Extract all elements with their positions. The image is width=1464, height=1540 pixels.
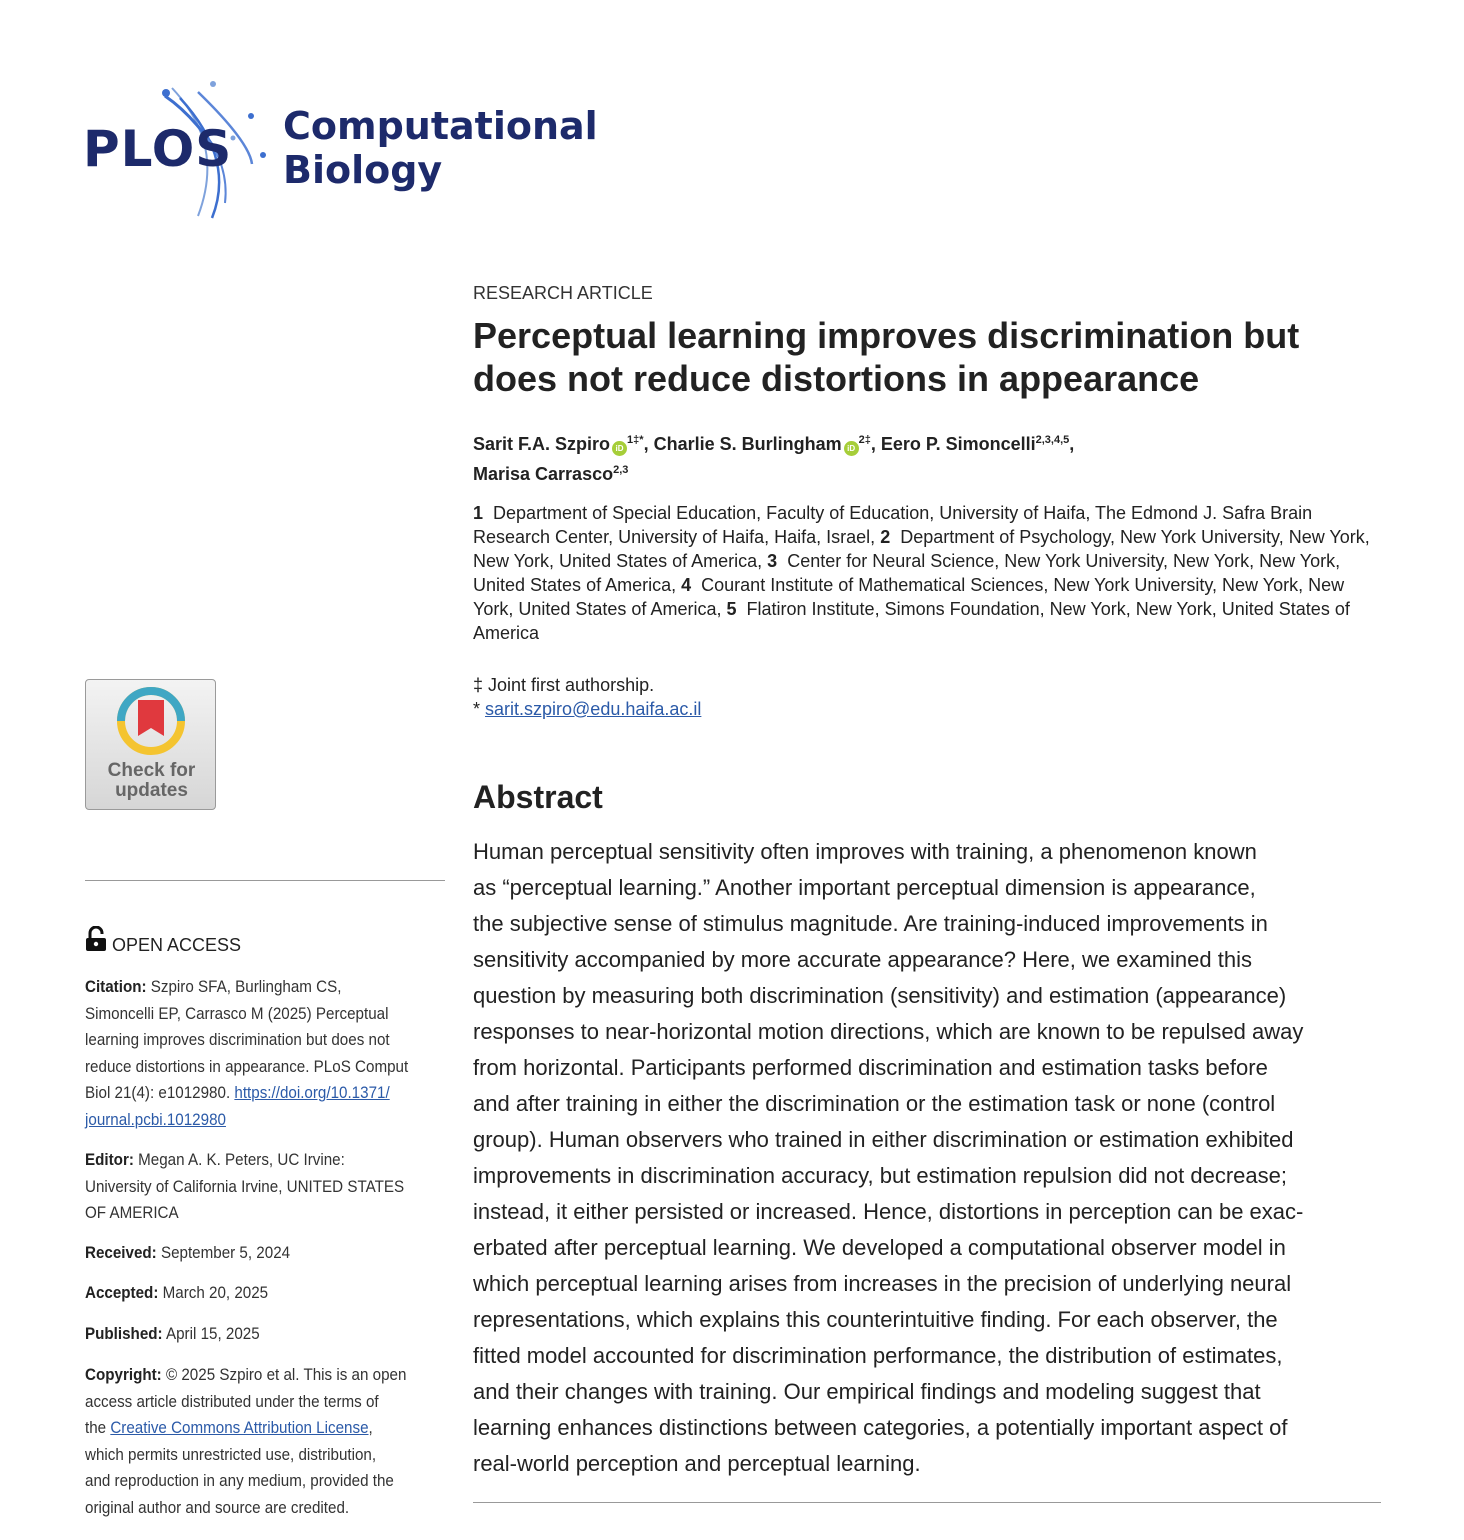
author-affiliation-marks: 2‡ — [858, 434, 871, 446]
abstract-line: and their changes with training. Our empirical findings and modeling suggest that — [473, 1379, 1261, 1404]
author-affiliation-marks: 2,3 — [613, 464, 629, 476]
journal-name-line2: Biology — [283, 148, 443, 192]
editor-line: Megan A. K. Peters, UC Irvine: — [138, 1151, 345, 1169]
copyright-line: and reproduction in any medium, provided the — [85, 1472, 394, 1490]
doi-link[interactable]: https://doi.org/10.1371/ — [234, 1084, 390, 1102]
copyright-line-prefix: the — [85, 1419, 111, 1437]
affiliation-text: Department of Psychology, New York University, New York, New York, United States of America, — [473, 527, 1370, 571]
corresponding-email — [473, 697, 701, 721]
copyright-label: Copyright: — [85, 1366, 162, 1384]
license-link[interactable]: Creative Commons Attribution License — [110, 1419, 369, 1437]
affiliations — [473, 501, 1388, 645]
title-line: Perceptual learning improves discrimination but — [473, 315, 1300, 356]
abstract-line: instead, it either persisted or increased. Hence, distortions in perception can be exac- — [473, 1199, 1304, 1224]
abstract-line: real-world perception and perceptual learning. — [473, 1451, 921, 1476]
email-marker: * — [473, 699, 486, 719]
orcid-icon[interactable]: iD — [844, 441, 859, 456]
article-type: RESEARCH ARTICLE — [473, 283, 653, 303]
affiliation-text: Center for Neural Science, New York University, New York, New York, United States of America, — [473, 551, 1341, 595]
open-access-text: OPEN ACCESS — [112, 935, 242, 955]
published-value: April 15, 2025 — [165, 1325, 260, 1343]
abstract-line: learning enhances distinctions between categories, a potentially important aspect of — [473, 1415, 1288, 1440]
article-title — [473, 314, 1393, 400]
orcid-icon[interactable]: iD — [612, 441, 627, 456]
received-date — [85, 1240, 421, 1267]
badge-label — [86, 761, 217, 801]
citation-label: Citation: — [85, 978, 147, 996]
author-name[interactable]: Eero P. Simoncelli — [880, 434, 1036, 454]
author-name[interactable]: Marisa Carrasco — [473, 464, 614, 484]
received-value: September 5, 2024 — [160, 1244, 291, 1262]
abstract-line: improvements in discrimination accuracy, but estimation repulsion did not decrease; — [473, 1163, 1287, 1188]
editor-line: OF AMERICA — [85, 1204, 179, 1222]
abstract-line: question by measuring both discrimination (sensitivity) and estimation (appearance) — [473, 983, 1287, 1008]
abstract-line: group). Human observers who trained in either discrimination or estimation exhibited — [473, 1127, 1294, 1152]
copyright-line: original author and source are credited. — [85, 1498, 350, 1517]
title-line: does not reduce distortions in appearance — [473, 358, 1200, 399]
publisher-wordmark: PLOS — [83, 120, 233, 178]
journal-name — [283, 104, 598, 192]
accepted-date — [85, 1280, 421, 1307]
copyright-line: which permits unrestricted use, distribution, — [85, 1445, 377, 1464]
badge-line2: updates — [115, 780, 188, 801]
abstract-line: Human perceptual sensitivity often improves with training, a phenomenon known — [473, 839, 1257, 864]
affiliation-number: 4 — [681, 575, 692, 595]
editor-block — [85, 1147, 421, 1227]
abstract-heading: Abstract — [473, 779, 603, 815]
author-name[interactable]: Sarit F.A. Szpiro — [473, 434, 611, 454]
affiliation-number: 5 — [726, 599, 737, 619]
abstract-line: as “perceptual learning.” Another important perceptual dimension is appearance, — [473, 875, 1256, 900]
abstract-line: erbated after perceptual learning. We developed a computational observer model in — [473, 1235, 1286, 1260]
editor-label: Editor: — [85, 1151, 134, 1169]
affiliation-text: Department of Special Education, Faculty of Education, University of Haifa, The Edmond J. Safra Brain Research Center, University of Haifa, Haifa, Israel, — [473, 503, 1313, 547]
abstract-line: responses to near-horizontal motion directions, which are known to be repulsed away — [473, 1019, 1304, 1044]
accepted-value: March 20, 2025 — [162, 1284, 269, 1302]
badge-line1: Check for — [107, 760, 196, 781]
published-date — [85, 1321, 421, 1348]
check-for-updates-badge[interactable] — [85, 679, 216, 810]
journal-name-line1: Computational — [283, 104, 598, 148]
journal-logo — [80, 78, 600, 228]
abstract-line: the subjective sense of stimulus magnitude. Are training-induced improvements in — [473, 911, 1268, 936]
author-name[interactable]: Charlie S. Burlingham — [653, 434, 842, 454]
abstract-line: sensitivity accompanied by more accurate appearance? Here, we examined this — [473, 947, 1252, 972]
citation-line: Simoncelli EP, Carrasco M (2025) Perceptual — [85, 1004, 389, 1023]
citation-line: Szpiro SFA, Burlingham CS, — [150, 978, 342, 996]
affiliation-number: 1 — [473, 503, 484, 523]
author-affiliation-marks: 2,3,4,5 — [1035, 434, 1070, 446]
sidebar-divider — [85, 880, 445, 881]
citation-line: Biol 21(4): e1012980. — [85, 1084, 231, 1102]
abstract-line: from horizontal. Participants performed discrimination and estimation tasks before — [473, 1055, 1268, 1080]
abstract-line: representations, which explains this counterintuitive finding. For each observer, the — [473, 1307, 1278, 1332]
copyright-line: © 2025 Szpiro et al. This is an open — [165, 1366, 407, 1384]
affiliation-number: 3 — [767, 551, 778, 571]
open-lock-icon — [85, 926, 107, 952]
editor-line: University of California Irvine, UNITED STATES — [85, 1177, 405, 1196]
citation-block — [85, 974, 421, 1133]
email-link[interactable]: sarit.szpiro@edu.haifa.ac.il — [485, 699, 702, 719]
citation-line: reduce distortions in appearance. PLoS Comput — [85, 1057, 409, 1076]
abstract-line: and after training in either the discrimination or the estimation task or none (control — [473, 1091, 1276, 1116]
accepted-label: Accepted: — [85, 1284, 159, 1302]
affiliation-text: Flatiron Institute, Simons Foundation, New York, New York, United States of America — [473, 599, 1350, 643]
affiliation-text: Courant Institute of Mathematical Sciences, New York University, New York, New York, United States of America, — [473, 575, 1345, 619]
abstract-line: fitted model accounted for discrimination performance, the distribution of estimates, — [473, 1343, 1283, 1368]
abstract-divider — [473, 1502, 1381, 1503]
copyright-line: access article distributed under the terms of — [85, 1392, 379, 1411]
copyright-line-suffix: , — [368, 1419, 373, 1437]
author-affiliation-marks: 1‡* — [627, 434, 644, 446]
published-label: Published: — [85, 1325, 163, 1343]
abstract-body — [473, 834, 1388, 1482]
abstract-line: which perceptual learning arises from increases in the precision of underlying neural — [473, 1271, 1292, 1296]
received-label: Received: — [85, 1244, 157, 1262]
doi-link-continued[interactable]: journal.pcbi.1012980 — [85, 1110, 226, 1129]
author-list: Sarit F.A. Szpiro $iD^{1\ddagger*}$, Charlie S. Burlingham $iD^{2\ddagger}$, Eero P. Simoncelli$^{2,3,4,5}$, Marisa Carrasco$^{2,3}$ — [473, 434, 1075, 484]
joint-authorship-note: ‡ Joint first authorship. — [473, 675, 655, 695]
copyright-block — [85, 1362, 421, 1521]
citation-line: learning improves discrimination but does not — [85, 1031, 390, 1049]
affiliation-number: 2 — [880, 527, 891, 547]
crossmark-icon — [116, 686, 186, 756]
